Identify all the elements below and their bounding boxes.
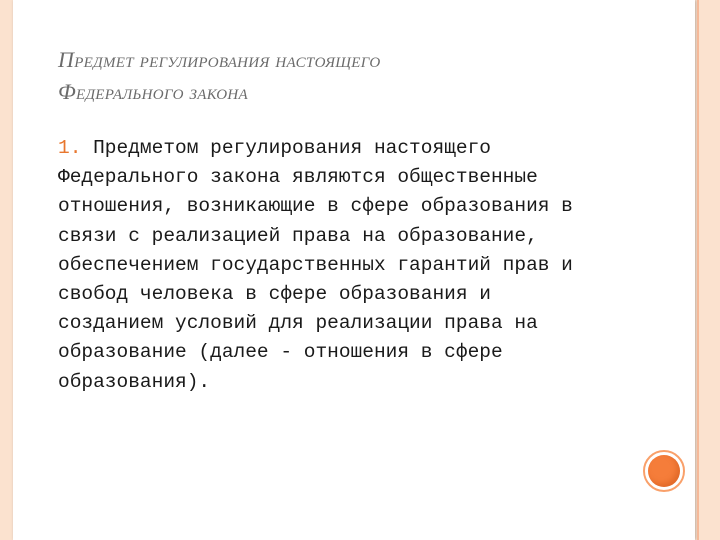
title-line-2: Федерального закона: [58, 79, 248, 104]
side-stripe: [697, 0, 699, 540]
body-line-6: свобод человека в сфере образования и: [58, 283, 491, 306]
body-line-2: Федерального закона являются общественные: [58, 166, 538, 189]
circle-ornament-icon: [643, 450, 685, 492]
body-line-5: обеспечением государственных гарантий прав и: [58, 253, 573, 276]
body-line-4: связи с реализацией права на образование,: [58, 224, 538, 247]
body-line-8: образование (далее - отношения в сфере: [58, 341, 503, 364]
body-line-1: 1. Предметом регулирования настоящего: [58, 137, 491, 159]
body-line-9: образования).: [58, 370, 211, 393]
title-line-1: Предмет регулирования настоящего: [58, 47, 381, 72]
body-paragraph: [58, 134, 658, 397]
slide-title: [58, 44, 678, 108]
body-line-3: отношения, возникающие в сфере образования в: [58, 195, 573, 218]
circle-ornament-inner: [648, 455, 680, 487]
slide: [13, 0, 695, 540]
item-number: 1.: [58, 137, 82, 159]
body-line-7: созданием условий для реализации права на: [58, 312, 538, 335]
